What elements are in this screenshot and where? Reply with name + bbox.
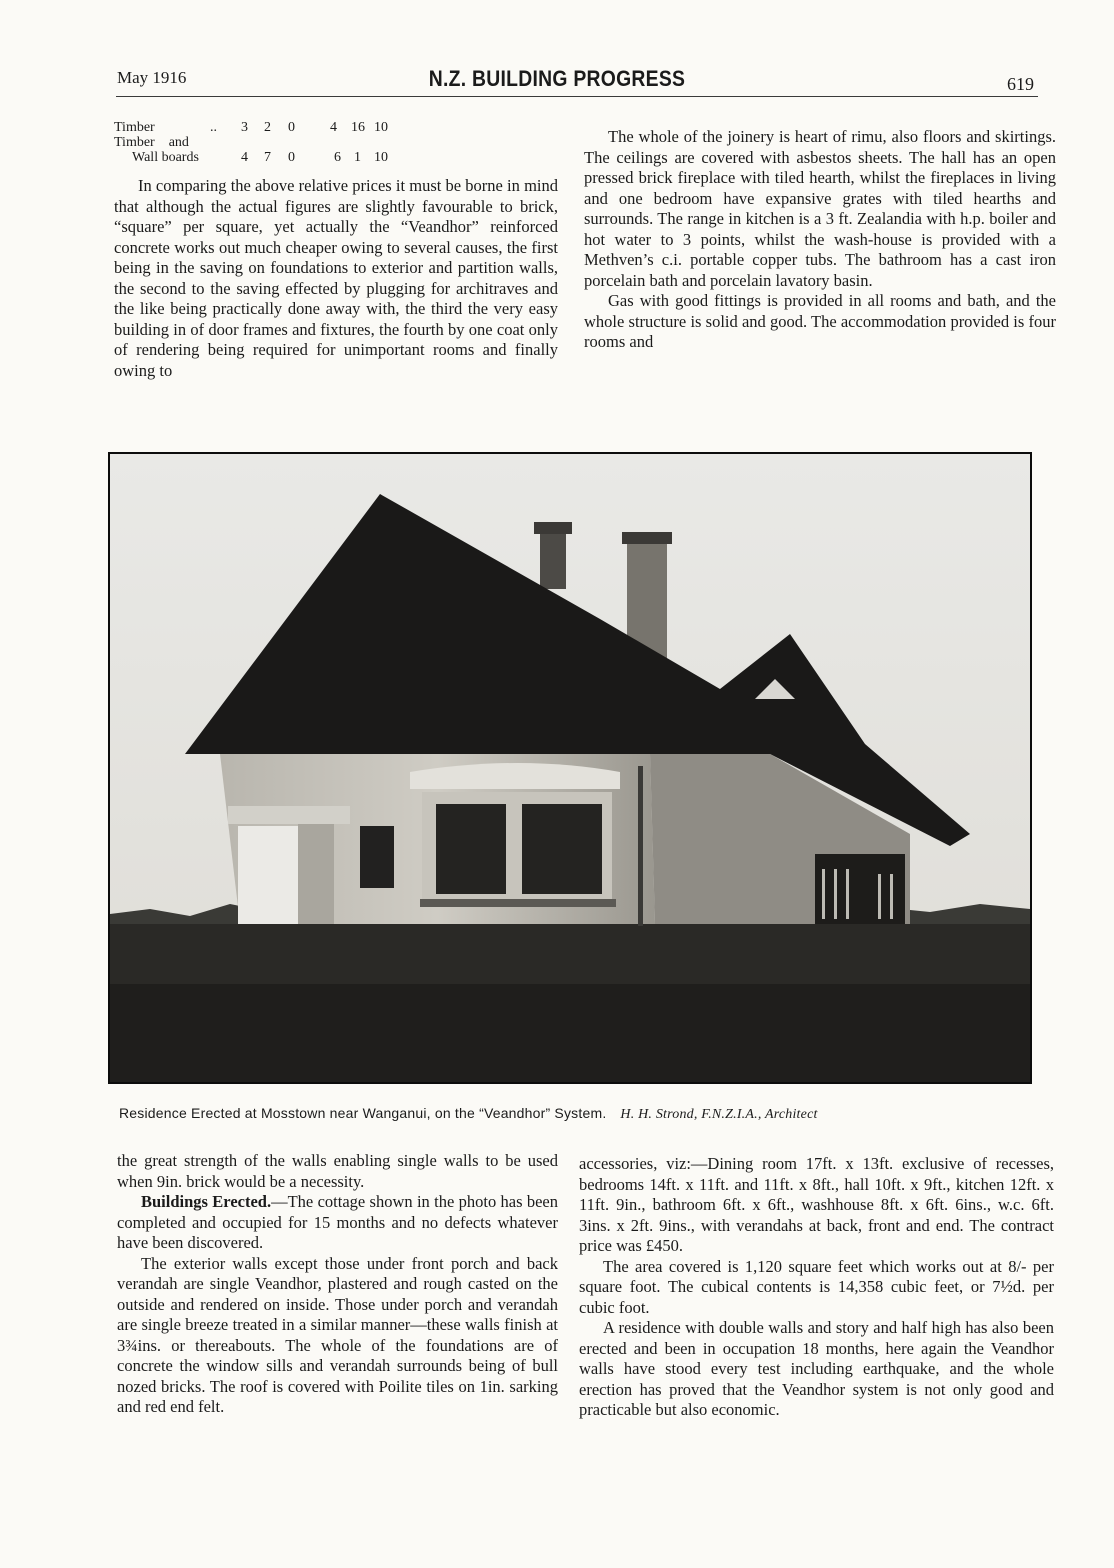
price-shillings: 7 bbox=[264, 150, 271, 165]
paragraph: The area covered is 1,120 square feet which works out at 8/- per square foot. The cubical contents is 14,358 cubic feet, or 7½d. per cubic foot. bbox=[579, 1256, 1054, 1317]
price-shillings-2: 16 bbox=[351, 120, 365, 135]
column-top-left bbox=[114, 176, 558, 381]
price-pounds: 4 bbox=[241, 150, 248, 165]
price-pence-2: 10 bbox=[374, 150, 388, 165]
price-pence: 0 bbox=[288, 120, 295, 135]
price-shillings-2: 1 bbox=[354, 150, 361, 165]
house-photo-illustration bbox=[110, 454, 1030, 1082]
house-photograph bbox=[108, 452, 1032, 1084]
photo-caption bbox=[119, 1105, 1039, 1123]
issue-date: May 1916 bbox=[117, 68, 187, 87]
price-pence-2: 10 bbox=[374, 120, 388, 135]
header-rule bbox=[116, 96, 1038, 97]
price-pounds: 3 bbox=[241, 120, 248, 135]
paragraph: In comparing the above relative prices it must be borne in mind that although the actual figures are slightly favourable to brick, “square” per square, yet actually the “Veandhor” reinforced concrete works out much cheaper owing to several causes, the first being in the saving on foundations to exterior and partition walls, the second to the saving effected by plugging for architraves and the like being practically done away with, the third the very easy building in of door frames and fixtures, the fourth by one coat only of rendering being required for unimportant rooms and finally owing to bbox=[114, 176, 558, 380]
price-dots: .. bbox=[210, 120, 217, 135]
paragraph bbox=[117, 1192, 558, 1254]
price-label: Timber and bbox=[114, 135, 189, 150]
column-bottom-right bbox=[579, 1154, 1054, 1421]
paragraph: The whole of the joinery is heart of rimu, also floors and skirtings. The ceilings are covered with asbestos sheets. The hall has an open pressed brick fireplace with tiled hearth, whilst the fireplaces in living and one bedroom have expansive grates with tiled hearths and surrounds. The range in kitchen is a 3 ft. Zealandia with h.p. boiler and hot water to 3 points, whilst the wash-house is provided with a Methven’s c.i. portable copper tubs. The bathroom has a cast iron porcelain bath and porcelain lavatory basin. bbox=[584, 127, 1056, 290]
architect-credit: H. H. Strond, F.N.Z.I.A., Architect bbox=[620, 1107, 818, 1122]
section-heading: Buildings Erected. bbox=[141, 1192, 272, 1211]
paragraph: The exterior walls except those under front porch and back verandah are single Veandhor, plastered and rough casted on the outside and rendered on inside. Those under porch and verandah are single breeze treated in a similar manner—these walls finish at 3¾ins. or thereabouts. The whole of the foundations are of concrete the window sills and verandah surrounds being of bull nozed bricks. The roof is covered with Poilite tiles on 1in. sarking and red end felt. bbox=[117, 1253, 558, 1416]
paragraph: A residence with double walls and story and half high has also been erected and been in occupation 18 months, here again the Veandhor walls have stood every test including earthquake, and the whole erection has proved that the Veandhor system is not only good and practicable but also economic. bbox=[579, 1318, 1054, 1419]
price-pounds-2: 4 bbox=[330, 120, 337, 135]
paragraph: Gas with good fittings is provided in all rooms and bath, and the whole structure is solid and good. The accommodation provided is four rooms and bbox=[584, 291, 1056, 351]
price-shillings: 2 bbox=[264, 120, 271, 135]
price-pence: 0 bbox=[288, 150, 295, 165]
column-top-right bbox=[584, 127, 1056, 353]
page-number: 619 bbox=[1007, 74, 1034, 94]
paragraph-body: —The cottage shown in the photo has been completed and occupied for 15 months and no defects whatever have been discovered. bbox=[117, 1192, 558, 1252]
price-pounds-2: 6 bbox=[334, 150, 341, 165]
column-bottom-left bbox=[117, 1151, 558, 1418]
price-label: Wall boards bbox=[132, 150, 199, 165]
caption-text: Residence Erected at Mosstown near Wanganui, on the “Veandhor” System. bbox=[119, 1105, 607, 1121]
journal-title: N.Z. BUILDING PROGRESS bbox=[428, 66, 686, 91]
price-label: Timber bbox=[114, 120, 155, 135]
paragraph: the great strength of the walls enabling single walls to be used when 9in. brick would be a necessity. bbox=[117, 1151, 558, 1191]
paragraph: accessories, viz:—Dining room 17ft. x 13ft. exclusive of recesses, bedrooms 14ft. x 11ft. and 11ft. x 8ft., hall 10ft. x 9ft., kitchen 12ft. x 11ft. 9in., bathroom 6ft. x 6ft., washhouse 8ft. x 6ft. 6ins., w.c. 6ft. 3ins. x 2ft. 9ins., with verandahs at back, front and end. The contract price was £450. bbox=[579, 1154, 1054, 1255]
